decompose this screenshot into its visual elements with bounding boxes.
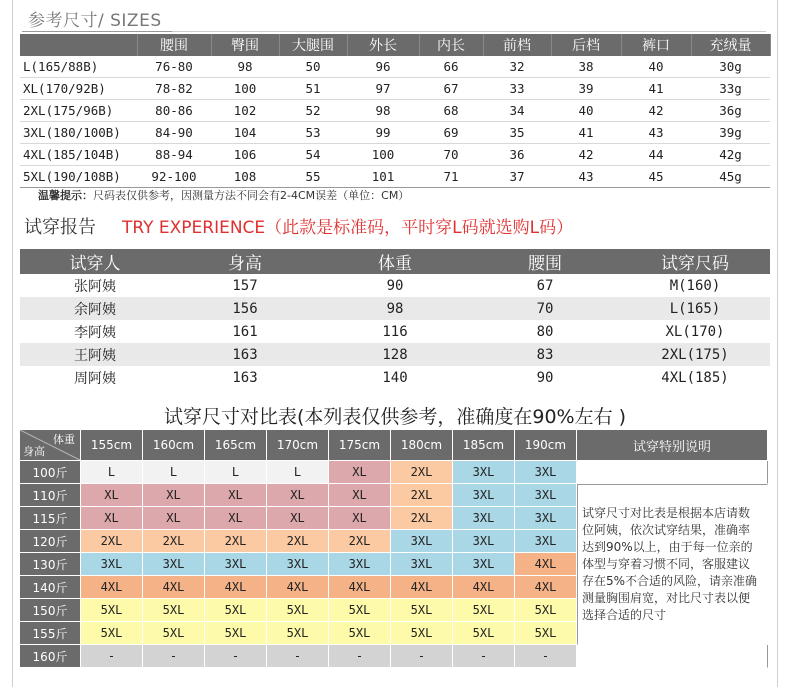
- size-cell: 2XL: [205, 530, 267, 553]
- size-value: 106: [211, 144, 279, 166]
- size-cell: -: [329, 645, 391, 668]
- experience-cell: 王阿姨: [20, 343, 170, 366]
- size-value: 41: [621, 78, 691, 100]
- size-value: 88-94: [137, 144, 211, 166]
- weight-label: 110斤: [20, 484, 81, 507]
- experience-cell: 张阿姨: [20, 274, 170, 297]
- experience-cell: 116: [320, 320, 470, 343]
- size-cell: 3XL: [329, 553, 391, 576]
- size-cell: 4XL: [515, 576, 577, 599]
- size-value: 80-86: [137, 100, 211, 122]
- size-cell: -: [391, 645, 453, 668]
- size-cell: 5XL: [329, 622, 391, 645]
- experience-subheading: TRY EXPERIENCE（此款是标准码，平时穿L码就选购L码）: [122, 218, 574, 238]
- size-cell: 5XL: [81, 599, 143, 622]
- header-cell: 内长: [419, 34, 483, 56]
- title-underline: [22, 31, 172, 32]
- size-value: 53: [279, 122, 347, 144]
- experience-cell: 83: [470, 343, 620, 366]
- size-value: 33: [483, 78, 551, 100]
- size-value: 100: [347, 144, 419, 166]
- size-value: 70: [419, 144, 483, 166]
- size-value: 44: [621, 144, 691, 166]
- size-label: 4XL(185/104B): [20, 144, 137, 166]
- size-cell: 4XL: [205, 576, 267, 599]
- experience-cell: 周阿姨: [20, 366, 170, 389]
- experience-row: [20, 366, 770, 389]
- size-cell: L: [81, 461, 143, 484]
- size-value: 33g: [691, 78, 770, 100]
- height-header: 185cm: [453, 430, 515, 461]
- corner-cell: [20, 430, 81, 461]
- size-value: 66: [419, 56, 483, 78]
- size-cell: 2XL: [329, 530, 391, 553]
- experience-cell: 140: [320, 366, 470, 389]
- size-value: 30g: [691, 56, 770, 78]
- size-cell: 5XL: [453, 622, 515, 645]
- size-value: 55: [279, 166, 347, 188]
- experience-cell: 4XL(185): [620, 366, 770, 389]
- note-label: 温馨提示：: [38, 189, 93, 202]
- comparison-title: 试穿尺寸对比表(本列表仅供参考，准确度在90%左右 ): [163, 406, 627, 428]
- size-value: 39: [551, 78, 621, 100]
- sizes-title: 参考尺寸/ SIZES: [28, 11, 162, 31]
- header-cell: 后档: [551, 34, 621, 56]
- experience-cell: 128: [320, 343, 470, 366]
- size-cell: 2XL: [81, 530, 143, 553]
- size-row: [20, 166, 770, 188]
- size-row: [20, 100, 770, 122]
- size-value: 45: [621, 166, 691, 188]
- size-cell: 3XL: [81, 553, 143, 576]
- experience-heading: 试穿报告: [24, 217, 96, 238]
- size-value: 101: [347, 166, 419, 188]
- weight-label: 155斤: [20, 622, 81, 645]
- weight-label: 160斤: [20, 645, 81, 668]
- size-label: 3XL(180/100B): [20, 122, 137, 144]
- experience-row: [20, 343, 770, 366]
- height-header: 165cm: [205, 430, 267, 461]
- size-cell: 5XL: [143, 622, 205, 645]
- comparison-row: [20, 645, 768, 668]
- size-cell: 3XL: [515, 530, 577, 553]
- size-value: 38: [551, 56, 621, 78]
- size-cell: L: [143, 461, 205, 484]
- corner-top: 体重: [53, 433, 75, 446]
- size-cell: 2XL: [391, 461, 453, 484]
- weight-label: 120斤: [20, 530, 81, 553]
- experience-cell: XL(170): [620, 320, 770, 343]
- experience-cell: 90: [320, 274, 470, 297]
- size-value: 42: [551, 144, 621, 166]
- size-cell: L: [205, 461, 267, 484]
- header-cell: 外长: [347, 34, 419, 56]
- size-cell: 3XL: [205, 553, 267, 576]
- size-value: 43: [551, 166, 621, 188]
- height-header: 160cm: [143, 430, 205, 461]
- weight-label: 150斤: [20, 599, 81, 622]
- note-header: 试穿特别说明: [577, 430, 768, 461]
- size-value: 96: [347, 56, 419, 78]
- size-table-header: [20, 34, 770, 56]
- size-cell: 5XL: [391, 599, 453, 622]
- weight-label: 100斤: [20, 461, 81, 484]
- note-text: 试穿尺寸对比表是根据本店请数位阿姨，依次试穿结果，准确率达到90%以上，由于每一位亲的体型与穿着习惯不同，客服建议存在5%不合适的风险，请亲准确测量胸围肩宽，对比尺寸表以便选择合适的尺寸: [577, 484, 768, 645]
- size-value: 37: [483, 166, 551, 188]
- height-header: 155cm: [81, 430, 143, 461]
- size-cell: 5XL: [329, 599, 391, 622]
- experience-cell: 80: [470, 320, 620, 343]
- size-value: 67: [419, 78, 483, 100]
- size-cell: -: [267, 645, 329, 668]
- size-cell: 5XL: [391, 622, 453, 645]
- size-value: 98: [211, 56, 279, 78]
- experience-table-header: [20, 249, 770, 274]
- size-cell: 4XL: [81, 576, 143, 599]
- size-cell: 5XL: [205, 622, 267, 645]
- size-row: [20, 144, 770, 166]
- size-cell: 3XL: [143, 553, 205, 576]
- header-cell: 臀围: [211, 34, 279, 56]
- size-cell: XL: [143, 507, 205, 530]
- size-row: [20, 56, 770, 78]
- size-label: 2XL(175/96B): [20, 100, 137, 122]
- size-table: [20, 34, 771, 188]
- experience-cell: 163: [170, 343, 320, 366]
- size-value: 84-90: [137, 122, 211, 144]
- experience-cell: 157: [170, 274, 320, 297]
- size-cell: 5XL: [515, 622, 577, 645]
- size-cell: XL: [329, 507, 391, 530]
- size-cell: 3XL: [453, 507, 515, 530]
- size-cell: 3XL: [453, 530, 515, 553]
- experience-cell: 156: [170, 297, 320, 320]
- header-cell: 大腿围: [279, 34, 347, 56]
- size-value: 40: [551, 100, 621, 122]
- size-cell: 4XL: [515, 553, 577, 576]
- size-label: XL(170/92B): [20, 78, 137, 100]
- header-cell: 体重: [320, 249, 470, 274]
- experience-cell: 67: [470, 274, 620, 297]
- size-value: 32: [483, 56, 551, 78]
- weight-label: 130斤: [20, 553, 81, 576]
- title-divider: [172, 31, 766, 32]
- header-cell: 身高: [170, 249, 320, 274]
- size-cell: XL: [267, 507, 329, 530]
- size-cell: -: [515, 645, 577, 668]
- size-value: 35: [483, 122, 551, 144]
- size-cell: 5XL: [205, 599, 267, 622]
- comparison-header-row: [20, 430, 768, 461]
- size-value: 41: [551, 122, 621, 144]
- height-header: 180cm: [391, 430, 453, 461]
- size-cell: L: [267, 461, 329, 484]
- size-cell: 2XL: [143, 530, 205, 553]
- experience-cell: 2XL(175): [620, 343, 770, 366]
- size-cell: XL: [205, 484, 267, 507]
- size-value: 99: [347, 122, 419, 144]
- size-note: [38, 187, 409, 203]
- size-cell: 3XL: [391, 530, 453, 553]
- size-cell: 3XL: [453, 461, 515, 484]
- size-cell: 4XL: [453, 576, 515, 599]
- size-cell: XL: [81, 507, 143, 530]
- size-row: [20, 122, 770, 144]
- size-cell: XL: [81, 484, 143, 507]
- weight-label: 115斤: [20, 507, 81, 530]
- size-value: 54: [279, 144, 347, 166]
- size-cell: -: [81, 645, 143, 668]
- size-cell: 3XL: [515, 507, 577, 530]
- size-row: [20, 78, 770, 100]
- size-value: 34: [483, 100, 551, 122]
- size-value: 108: [211, 166, 279, 188]
- experience-cell: 70: [470, 297, 620, 320]
- size-cell: XL: [329, 461, 391, 484]
- size-value: 104: [211, 122, 279, 144]
- size-cell: XL: [329, 484, 391, 507]
- size-cell: 5XL: [267, 599, 329, 622]
- experience-cell: 161: [170, 320, 320, 343]
- weight-label: 140斤: [20, 576, 81, 599]
- experience-cell: 98: [320, 297, 470, 320]
- experience-cell: 余阿姨: [20, 297, 170, 320]
- size-value: 42: [621, 100, 691, 122]
- size-cell: 2XL: [267, 530, 329, 553]
- size-value: 42g: [691, 144, 770, 166]
- size-cell: XL: [143, 484, 205, 507]
- experience-cell: 90: [470, 366, 620, 389]
- size-cell: 3XL: [515, 461, 577, 484]
- experience-cell: 李阿姨: [20, 320, 170, 343]
- header-cell: 裤口: [621, 34, 691, 56]
- size-cell: 2XL: [391, 507, 453, 530]
- header-cell: 腰围: [137, 34, 211, 56]
- header-cell: 试穿尺码: [620, 249, 770, 274]
- corner-bottom: 身高: [23, 445, 45, 458]
- header-cell: 试穿人: [20, 249, 170, 274]
- height-header: 175cm: [329, 430, 391, 461]
- size-cell: 5XL: [81, 622, 143, 645]
- comparison-row: [20, 484, 768, 507]
- size-value: 40: [621, 56, 691, 78]
- size-label: L(165/88B): [20, 56, 137, 78]
- experience-row: [20, 274, 770, 297]
- size-value: 97: [347, 78, 419, 100]
- size-value: 51: [279, 78, 347, 100]
- size-value: 36g: [691, 100, 770, 122]
- size-cell: 3XL: [453, 553, 515, 576]
- size-value: 92-100: [137, 166, 211, 188]
- comparison-table: [20, 430, 768, 668]
- size-cell: 3XL: [391, 553, 453, 576]
- size-value: 39g: [691, 122, 770, 144]
- size-value: 76-80: [137, 56, 211, 78]
- note-spacer: [577, 461, 768, 484]
- size-cell: 5XL: [267, 622, 329, 645]
- size-label: 5XL(190/108B): [20, 166, 137, 188]
- size-cell: 3XL: [515, 484, 577, 507]
- header-cell: 充绒量: [691, 34, 770, 56]
- experience-cell: L(165): [620, 297, 770, 320]
- size-cell: -: [143, 645, 205, 668]
- size-cell: 5XL: [143, 599, 205, 622]
- experience-row: [20, 297, 770, 320]
- header-cell: [20, 34, 137, 56]
- experience-cell: M(160): [620, 274, 770, 297]
- size-value: 45g: [691, 166, 770, 188]
- size-cell: -: [453, 645, 515, 668]
- size-value: 43: [621, 122, 691, 144]
- experience-cell: 163: [170, 366, 320, 389]
- size-cell: XL: [267, 484, 329, 507]
- size-value: 36: [483, 144, 551, 166]
- header-cell: 腰围: [470, 249, 620, 274]
- size-cell: 2XL: [391, 484, 453, 507]
- size-value: 69: [419, 122, 483, 144]
- comparison-table-wrap: [20, 430, 768, 668]
- size-cell: -: [205, 645, 267, 668]
- comparison-row: [20, 461, 768, 484]
- experience-table: [20, 249, 770, 389]
- size-cell: 5XL: [515, 599, 577, 622]
- size-value: 68: [419, 100, 483, 122]
- size-cell: 4XL: [267, 576, 329, 599]
- size-value: 100: [211, 78, 279, 100]
- size-cell: 5XL: [453, 599, 515, 622]
- size-cell: 4XL: [143, 576, 205, 599]
- note-text: 尺码表仅供参考，因测量方法不同会有2-4CM误差（单位：CM）: [93, 189, 410, 202]
- size-value: 98: [347, 100, 419, 122]
- height-header: 190cm: [515, 430, 577, 461]
- experience-row: [20, 320, 770, 343]
- size-cell: 4XL: [391, 576, 453, 599]
- size-value: 78-82: [137, 78, 211, 100]
- size-value: 71: [419, 166, 483, 188]
- header-cell: 前档: [483, 34, 551, 56]
- size-cell: 3XL: [267, 553, 329, 576]
- size-value: 50: [279, 56, 347, 78]
- size-cell: 3XL: [453, 484, 515, 507]
- height-header: 170cm: [267, 430, 329, 461]
- size-cell: 4XL: [329, 576, 391, 599]
- size-value: 102: [211, 100, 279, 122]
- note-spacer: [577, 645, 768, 668]
- size-cell: XL: [205, 507, 267, 530]
- size-value: 52: [279, 100, 347, 122]
